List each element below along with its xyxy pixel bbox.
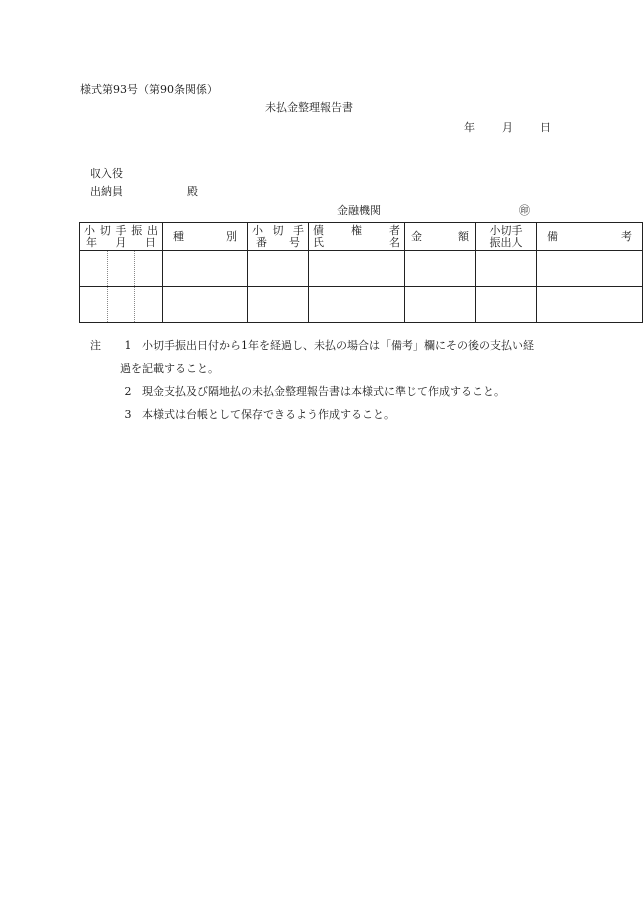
- table-row: [80, 287, 643, 323]
- header-remarks: 備 考: [537, 223, 643, 251]
- cell-remarks: [537, 287, 643, 323]
- header-check-number: 小 切 手 番 号: [248, 223, 309, 251]
- date-year: 年: [464, 121, 475, 134]
- addressee-treasurer: 収入役: [90, 167, 123, 180]
- note-item: 注 1 小切手振出日付から1年を経過し、未払の場合は「備考」欄にその後の支払い経: [90, 334, 534, 357]
- notes-section: [90, 334, 534, 426]
- issuer-institution: 金融機関: [337, 204, 381, 217]
- cell-amount: [405, 287, 476, 323]
- date-day: 日: [540, 121, 551, 134]
- header-creditor-name: 債 権 者 氏 名: [309, 223, 405, 251]
- note-item-continuation: 過を記載すること。: [120, 362, 219, 375]
- header-drawer: 小切手 振出人: [476, 223, 537, 251]
- cell-date: [80, 251, 163, 287]
- addressee-cashier: 出納員: [90, 185, 123, 198]
- addressee-honorific: 殿: [187, 185, 198, 198]
- cell-amount: [405, 251, 476, 287]
- header-check-date: 小 切 手 振 出 年 月 日: [80, 223, 163, 251]
- cell-creditor: [309, 251, 405, 287]
- date-month: 月: [502, 121, 513, 134]
- header-amount: 金 額: [405, 223, 476, 251]
- document-title: 未払金整理報告書: [265, 101, 353, 114]
- cell-creditor: [309, 287, 405, 323]
- notes-label: 注: [90, 339, 101, 352]
- header-kind: 種 別: [163, 223, 248, 251]
- table-row: [80, 251, 643, 287]
- note-item: 3 本様式は台帳として保存できるよう作成すること。: [124, 408, 395, 421]
- form-number: 様式第93号（第90条関係）: [80, 83, 218, 96]
- cell-date: [80, 287, 163, 323]
- note-item: 2 現金支払及び隔地払の未払金整理報告書は本様式に準じて作成すること。: [124, 385, 505, 398]
- cell-remarks: [537, 251, 643, 287]
- table-header-row: [80, 223, 643, 251]
- cell-kind: [163, 287, 248, 323]
- unpaid-ledger-table: [79, 222, 643, 323]
- cell-check-number: [248, 251, 309, 287]
- date-line: [464, 119, 551, 135]
- seal-mark: ㊞: [519, 204, 530, 217]
- cell-kind: [163, 251, 248, 287]
- cell-drawer: [476, 251, 537, 287]
- cell-drawer: [476, 287, 537, 323]
- cell-check-number: [248, 287, 309, 323]
